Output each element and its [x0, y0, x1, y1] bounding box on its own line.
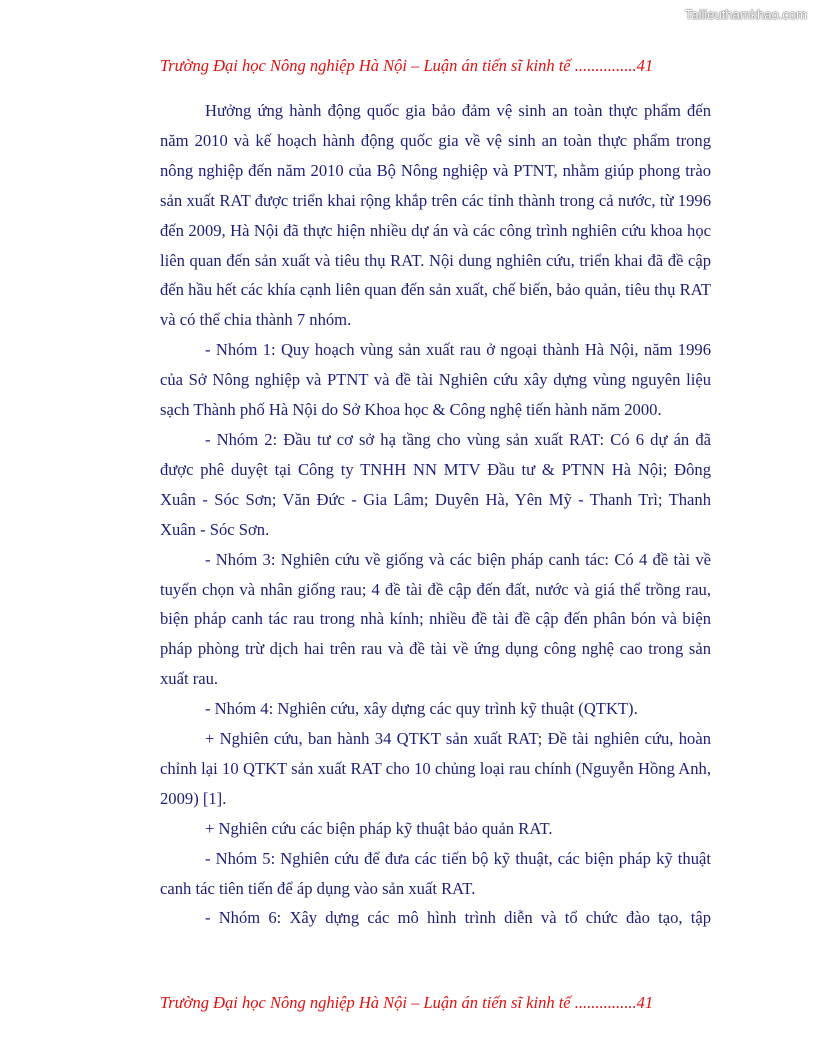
body-paragraph: - Nhóm 5: Nghiên cứu để đưa các tiến bộ kỹ thuật, các biện pháp kỹ thuật canh tác tiên tiến để áp dụng vào sản xuất RAT. — [160, 848, 711, 898]
body-paragraph: - Nhóm 6: Xây dựng các mô hình trình diễn và tổ chức đào tạo, tập — [205, 908, 711, 928]
watermark-text: Tailieuthamkhao.com — [684, 7, 807, 22]
running-footer: Trường Đại học Nông nghiệp Hà Nội – Luận án tiến sĩ kinh tế ...............41 — [160, 993, 654, 1012]
body-paragraph: - Nhóm 2: Đầu tư cơ sở hạ tầng cho vùng sản xuất RAT: Có 6 dự án đã được phê duyệt tại Công ty TNHH NN MTV Đầu tư & PTNN Hà Nội; Đông Xuân - Sóc Sơn; Văn Đức - Gia Lâm; Duyên Hà, Yên Mỹ - Thanh Trì; Thanh Xuân - Sóc Sơn. — [160, 429, 711, 539]
body-paragraph: - Nhóm 3: Nghiên cứu về giống và các biện pháp canh tác: Có 4 đề tài về tuyển chọn và nhân giống rau; 4 đề tài đề cập đến đất, nước và giá thể trồng rau, biện pháp canh tác rau trong nhà kính; nhiều đề tài đề cập đến phân bón và biện pháp phòng trừ dịch hai trên rau và đề tài về ứng dụng công nghệ cao trong sản xuất rau. — [160, 549, 711, 689]
body-paragraph: + Nghiên cứu, ban hành 34 QTKT sản xuất RAT; Đề tài nghiên cứu, hoàn chỉnh lại 10 QTKT sản xuất RAT cho 10 chủng loại rau chính (Nguyễn Hồng Anh, 2009) [1]. — [160, 729, 711, 808]
body-paragraph: - Nhóm 4: Nghiên cứu, xây dựng các quy trình kỹ thuật (QTKT). — [205, 699, 638, 719]
running-header: Trường Đại học Nông nghiệp Hà Nội – Luận án tiến sĩ kinh tế ...............41 — [160, 56, 654, 75]
body-paragraph: - Nhóm 1: Quy hoạch vùng sản xuất rau ở ngoại thành Hà Nội, năm 1996 của Sở Nông nghiệp và PTNT và đề tài Nghiên cứu xây dựng vùng nguyên liệu sạch Thành phố Hà Nội do Sở Khoa học & Công nghệ tiến hành năm 2000. — [160, 340, 711, 420]
document-body — [160, 96, 711, 933]
body-paragraph: Hưởng ứng hành động quốc gia bảo đảm vệ sinh an toàn thực phẩm đến năm 2010 và kế hoạch hành động quốc gia về vệ sinh an toàn thực phẩm trong nông nghiệp đến năm 2010 của Bộ Nông nghiệp và PTNT, nhằm giúp phong trào sản xuất RAT được triển khai rộng khắp trên các tỉnh thành trong cả nước, từ 1996 đến 2009, Hà Nội đã thực hiện nhiều dự án và các công trình nghiên cứu khoa học liên quan đến sản xuất và tiêu thụ RAT. Nội dung nghiên cứu, triển khai đã đề cập đến hầu hết các khía cạnh liên quan đến sản xuất, chế biến, bảo quản, tiêu thụ RAT và có thể chia thành 7 nhóm. — [160, 101, 711, 330]
body-paragraph: + Nghiên cứu các biện pháp kỹ thuật bảo quản RAT. — [205, 818, 553, 838]
